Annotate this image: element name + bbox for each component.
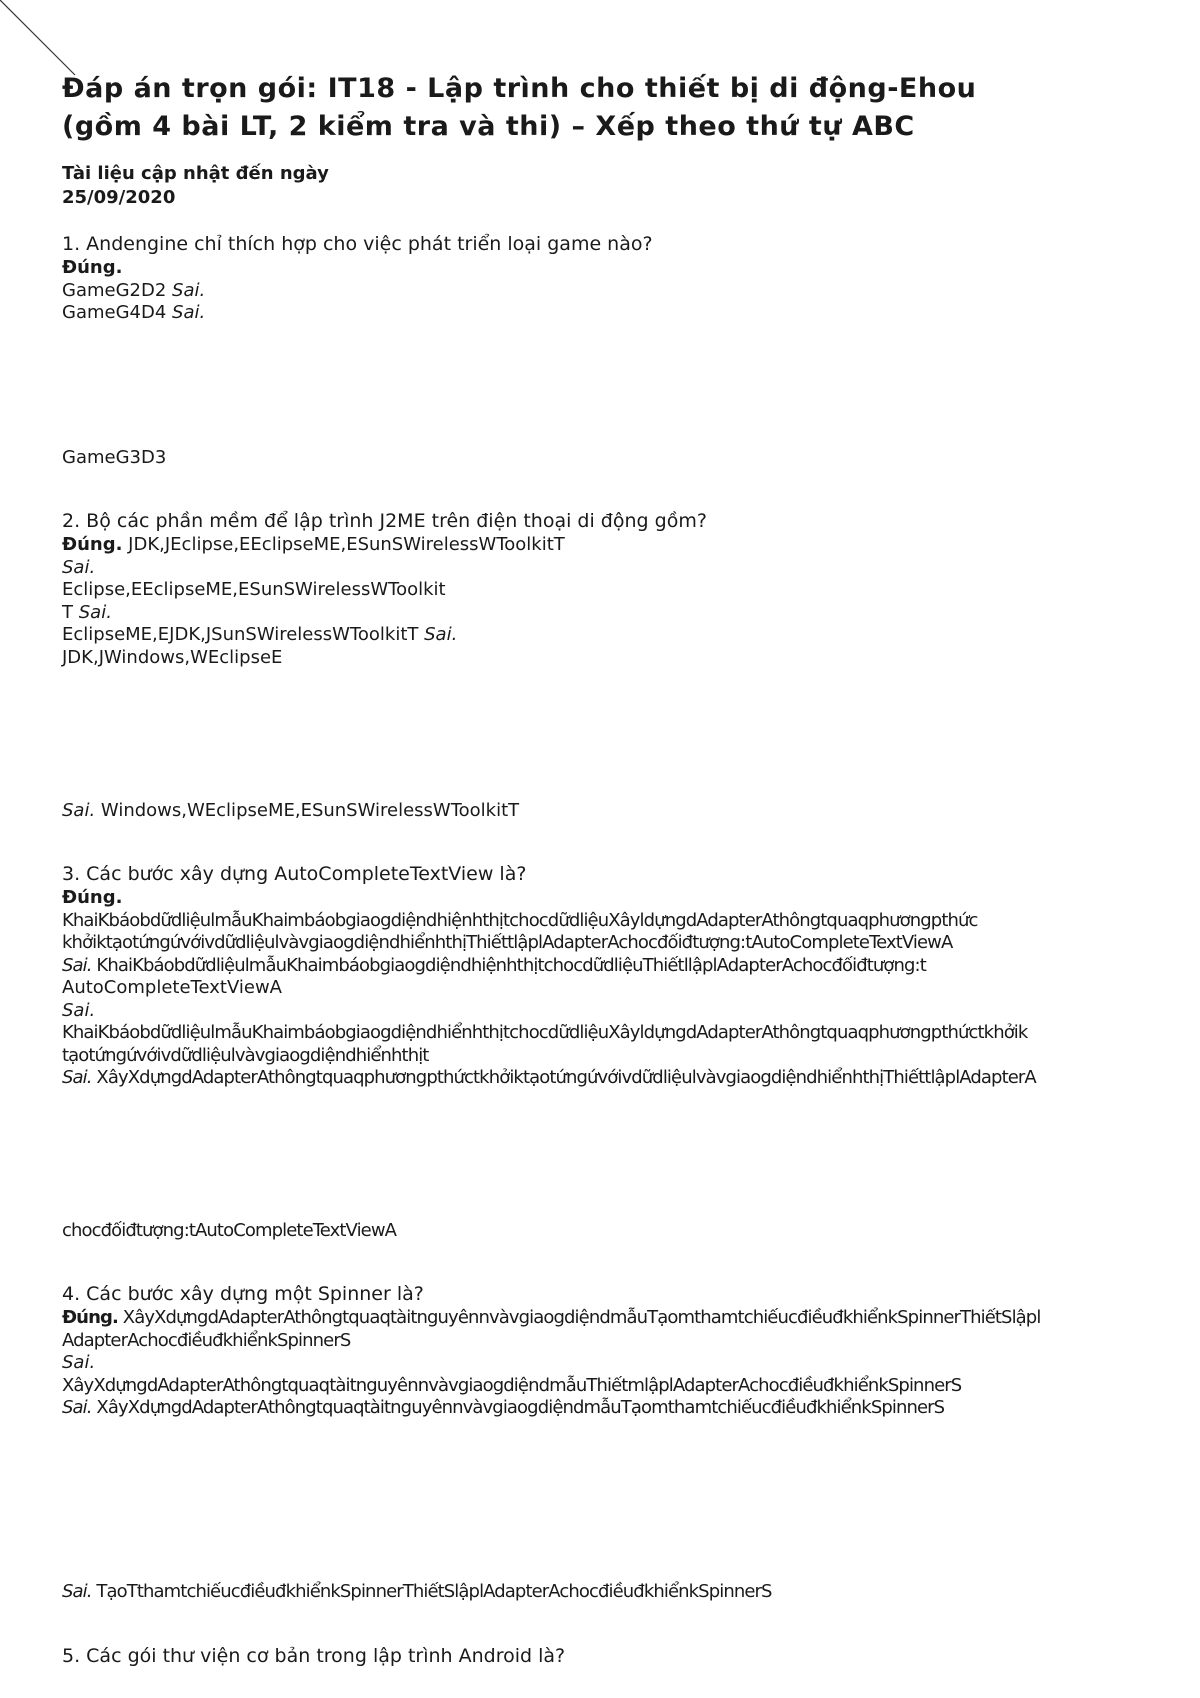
answer-option: JDK,JWindows,WEclipseE [62, 646, 283, 668]
question-5: 5. Các gói thư viện cơ bản trong lập trình Android là? [62, 1645, 566, 1667]
question-3: 3. Các bước xây dựng AutoCompleteTextView là? [62, 863, 527, 885]
answer-option: KhaiKbáobdữdliệulmẫuKhaimbáobgiaogdiệndhiểnhthịtchocdữdliệuXâyldựngdAdapterAthôngtquaqphươngpthứctkhởik [62, 1022, 1028, 1043]
answer-option: T Sai. [62, 601, 112, 623]
answers-4 [62, 1307, 1040, 1420]
title-line-2: (gồm 4 bài LT, 2 kiểm tra và thi) – Xếp theo thứ tự ABC [62, 111, 915, 142]
updated-date: 25/09/2020 [62, 187, 176, 208]
updated-note [62, 162, 329, 210]
answer-option: Sai. XâyXdựngdAdapterAthôngtquaqphươngpthứctkhởiktạotứngứvớivdữdliệulvàvgiaogdiệndhiểnhthịThiếttlậplAdapterA [62, 1067, 1036, 1088]
corner-fold-line [0, 0, 80, 80]
answers-1 [62, 257, 205, 325]
question-2: 2. Bộ các phần mềm để lập trình J2ME trên điện thoại di động gồm? [62, 510, 707, 532]
answer-option-cont: AdapterAchocđiềuđkhiểnkSpinnerS [62, 1329, 351, 1351]
updated-label: Tài liệu cập nhật đến ngày [62, 163, 329, 184]
answer-option: Đúng. XâyXdựngdAdapterAthôngtquaqtàitnguyênnvàvgiaogdiệndmẫuTạomthamtchiếucđiềuđkhiểnkSpinnerThiếtSlậpl [62, 1307, 1041, 1328]
answer-option: Sai. KhaiKbáobdữdliệulmẫuKhaimbáobgiaogdiệndhiệnhthịtchocdữdliệuThiếtllậplAdapterAchocđốiđtượng:t [62, 954, 926, 976]
wrong-label: Sai. [62, 999, 96, 1021]
question-1: 1. Andengine chỉ thích hợp cho việc phát triển loại game nào? [62, 233, 653, 255]
correct-label: Đúng. [62, 257, 123, 278]
answer-continuation: Sai. TạoTthamtchiếucđiềuđkhiểnkSpinnerThiếtSlậplAdapterAchocđiềuđkhiểnkSpinnerS [62, 1581, 772, 1602]
answer-option-cont: AutoCompleteTextViewA [62, 977, 282, 998]
answer-continuation: Sai. Windows,WEclipseME,ESunSWirelessWToolkitT [62, 800, 520, 821]
answer-option: XâyXdựngdAdapterAthôngtquaqtàitnguyênnvàvgiaogdiệndmẫuThiếtmlậplAdapterAchocđiềuđkhiểnkSpinnerS [62, 1374, 962, 1396]
answer-continuation: chocđốiđtượng:tAutoCompleteTextViewA [62, 1220, 397, 1241]
wrong-label: Sai. [62, 556, 96, 578]
answer-option: GameG2D2 Sai. [62, 279, 206, 301]
answer-option-cont: tạotứngứvớivdữdliệulvàvgiaogdiệndhiểnhthịt [62, 1044, 429, 1066]
answer-option: Đúng. JDK,JEclipse,EEclipseME,ESunSWirelessWToolkitT [62, 534, 565, 555]
answer-option: GameG4D4 Sai. [62, 302, 206, 323]
answer-option: Sai. XâyXdựngdAdapterAthôngtquaqtàitnguyênnvàvgiaogdiệndmẫuTạomthamtchiếucđiềuđkhiểnkSpinnerS [62, 1397, 945, 1418]
wrong-label: Sai. [62, 1352, 96, 1373]
document-title [62, 70, 976, 146]
answers-3 [62, 887, 1036, 1090]
question-4: 4. Các bước xây dựng một Spinner là? [62, 1283, 424, 1305]
answer-option: KhaiKbáobdữdliệulmẫuKhaimbáobgiaogdiệndhiệnhthịtchocdữdliệuXâyldựngdAdapterAthôngtquaqphươngpthức [62, 909, 978, 931]
answer-continuation: GameG3D3 [62, 447, 167, 468]
answer-option: Eclipse,EEclipseME,ESunSWirelessWToolkit [62, 579, 446, 600]
answer-option-cont: khởiktạotứngứvớivdữdliệulvàvgiaogdiệndhiểnhthịThiếttlậplAdapterAchocđốiđtượng:tAutoCompleteTextViewA [62, 932, 953, 953]
title-line-1: Đáp án trọn gói: IT18 - Lập trình cho thiết bị di động-Ehou [62, 73, 977, 104]
answers-2 [62, 534, 565, 669]
answer-option: EclipseME,EJDK,JSunSWirelessWToolkitT Sai. [62, 624, 458, 645]
correct-label: Đúng. [62, 887, 123, 908]
